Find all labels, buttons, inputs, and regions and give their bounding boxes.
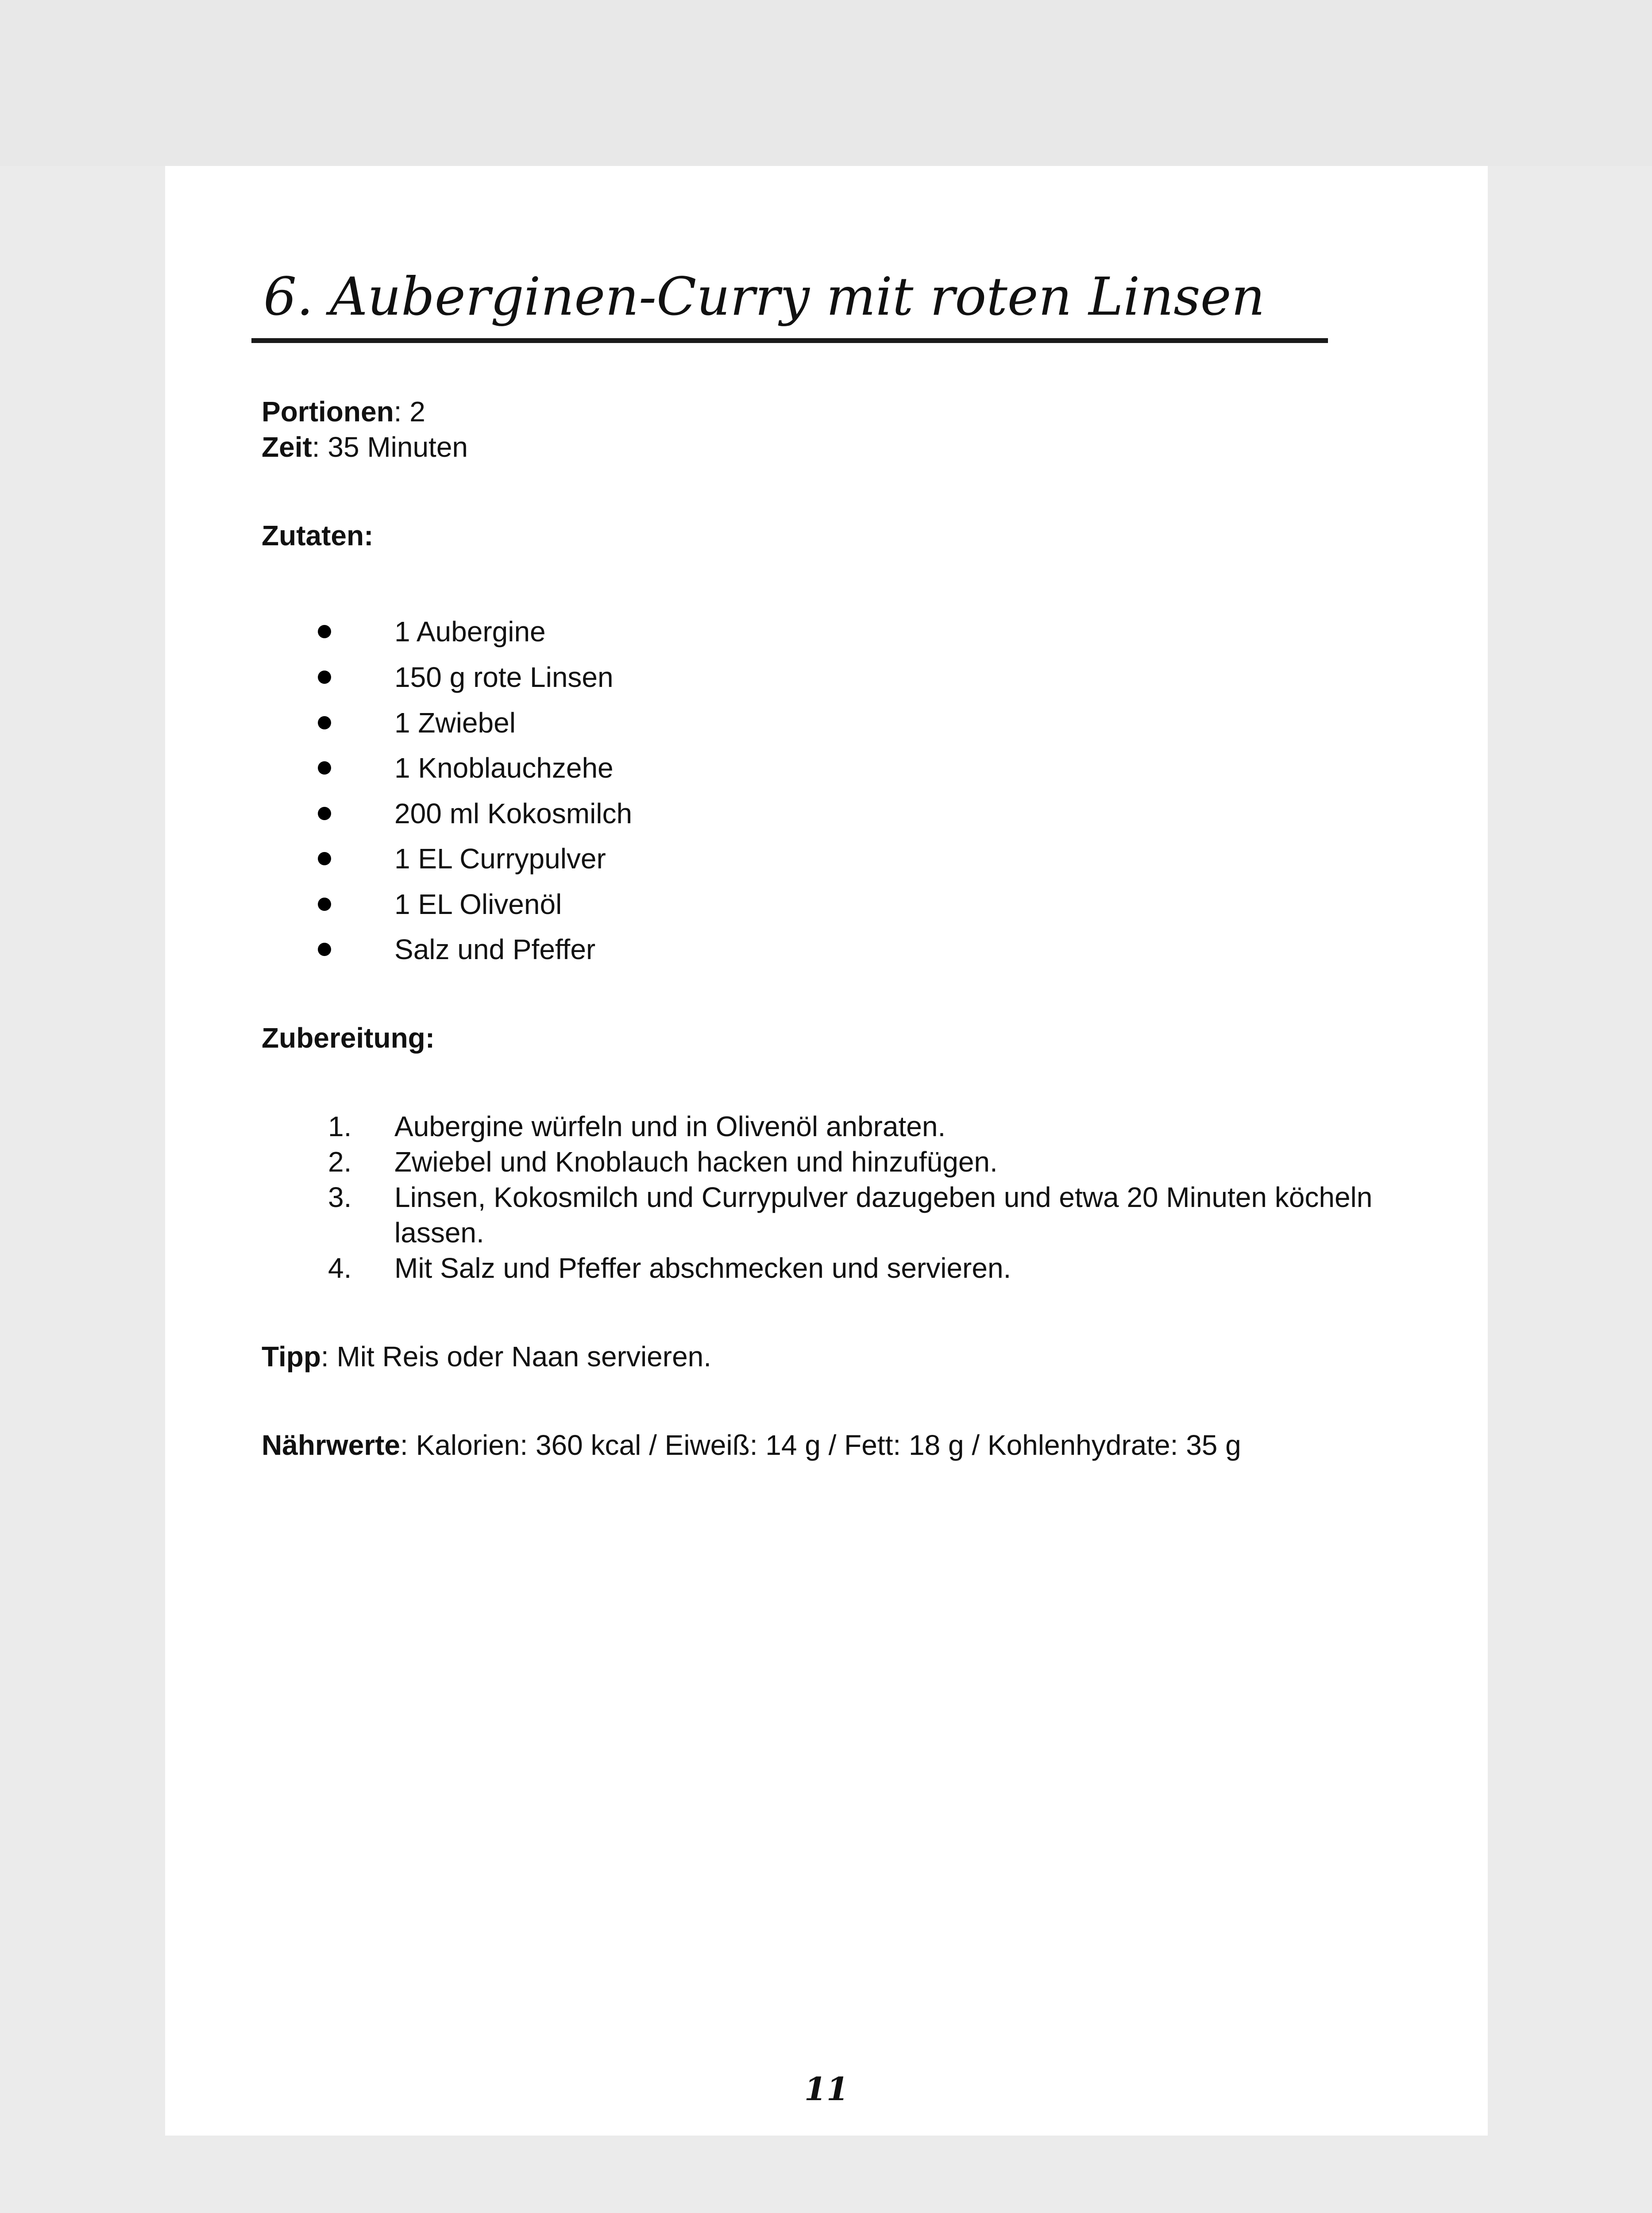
recipe-page (165, 166, 1488, 2136)
nutrition-label: Nährwerte (262, 1429, 400, 1461)
step-number: 4. (328, 1252, 352, 1284)
preparation-heading: Zubereitung: (262, 1022, 435, 1054)
recipe-title: 6. Auberginen-Curry mit roten Linsen (263, 266, 1265, 327)
ingredient-text: 150 g rote Linsen (394, 661, 614, 693)
title-underline (251, 338, 1328, 343)
bullet-icon (318, 898, 331, 911)
step-number: 1. (328, 1110, 352, 1142)
ingredients-heading: Zutaten: (262, 520, 374, 551)
time-line (262, 429, 468, 465)
step-text: Aubergine würfeln und in Olivenöl anbraten. (394, 1110, 946, 1142)
bullet-icon (318, 761, 331, 775)
tip-label: Tipp (262, 1341, 321, 1373)
page-number: 11 (804, 2070, 849, 2108)
nutrition-line (262, 1427, 1241, 1463)
portions-line (262, 394, 425, 429)
top-background-band (0, 0, 1652, 166)
bullet-icon (318, 943, 331, 956)
step-text: Mit Salz und Pfeffer abschmecken und servieren. (394, 1252, 1011, 1284)
ingredient-text: 200 ml Kokosmilch (394, 798, 633, 829)
portions-label: Portionen (262, 396, 394, 428)
bullet-icon (318, 852, 331, 865)
ingredient-text: 1 EL Olivenöl (394, 888, 562, 920)
ingredient-text: 1 Aubergine (394, 616, 546, 648)
bullet-icon (318, 625, 331, 638)
bullet-icon (318, 807, 331, 820)
ingredient-text: Salz und Pfeffer (394, 933, 596, 965)
step-text: Linsen, Kokosmilch und Currypulver dazugeben und etwa 20 Minuten köcheln lassen. (394, 1181, 1373, 1249)
bullet-icon (318, 716, 331, 729)
ingredient-text: 1 EL Currypulver (394, 843, 606, 875)
portions-value: : 2 (394, 396, 425, 428)
time-value: : 35 Minuten (312, 431, 468, 463)
nutrition-value: : Kalorien: 360 kcal / Eiweiß: 14 g / Fett: 18 g / Kohlenhydrate: 35 g (400, 1429, 1241, 1461)
step-number: 2. (328, 1146, 352, 1178)
bullet-icon (318, 671, 331, 684)
ingredient-text: 1 Knoblauchzehe (394, 752, 614, 784)
step-number: 3. (328, 1181, 352, 1213)
tip-value: : Mit Reis oder Naan servieren. (320, 1341, 712, 1373)
ingredient-text: 1 Zwiebel (394, 707, 516, 739)
time-label: Zeit (262, 431, 312, 463)
tip-line (262, 1339, 711, 1374)
step-text: Zwiebel und Knoblauch hacken und hinzufügen. (394, 1146, 998, 1178)
